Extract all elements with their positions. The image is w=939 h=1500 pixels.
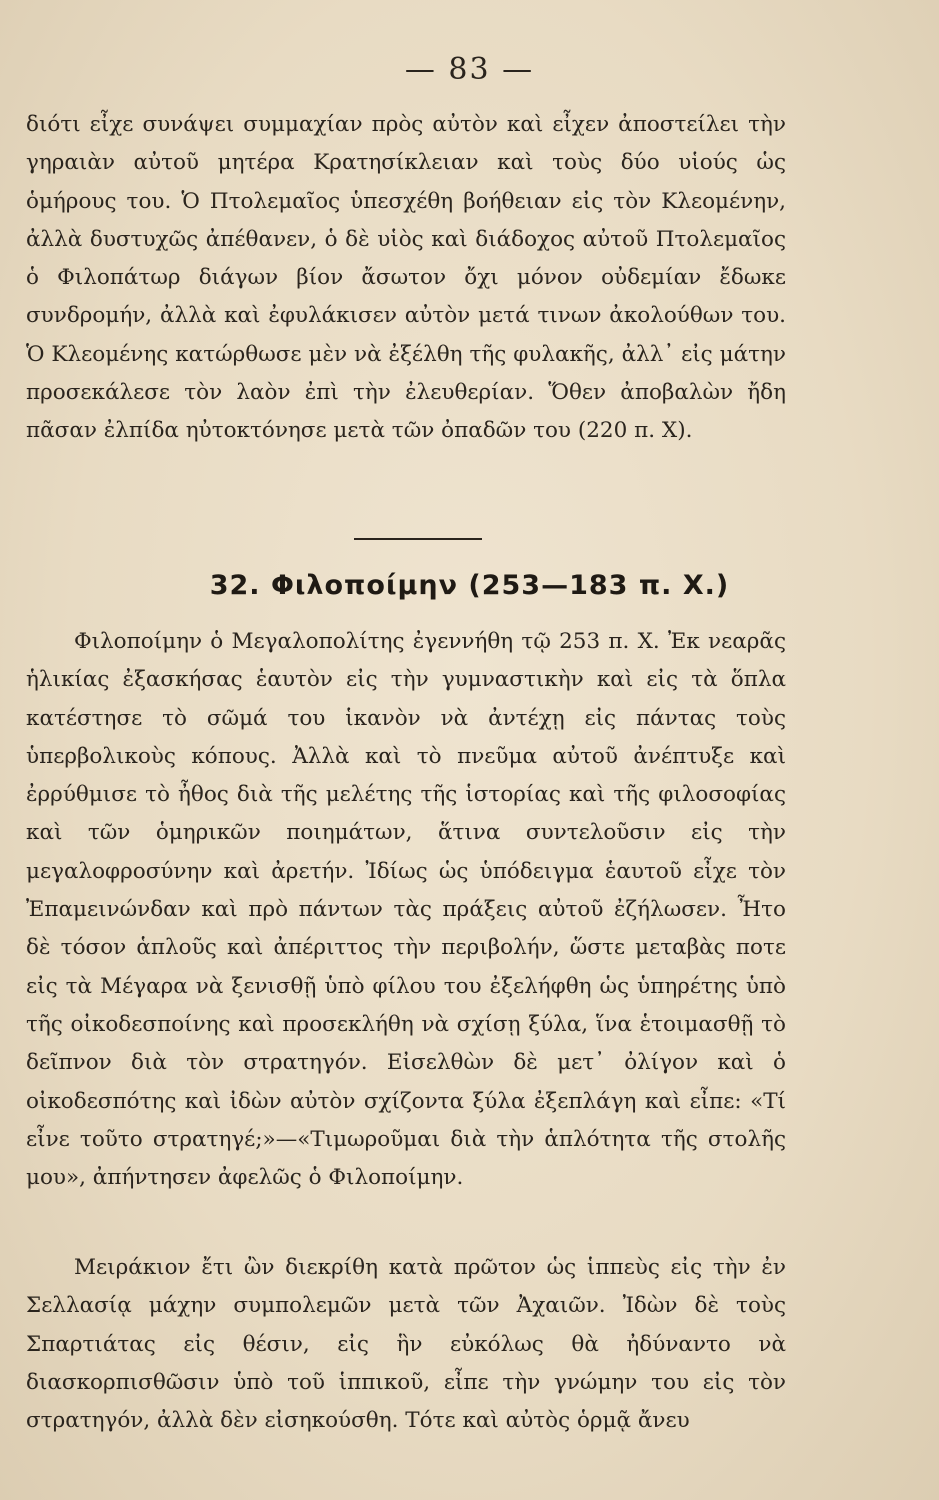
page-number: — 83 — <box>404 52 535 87</box>
section-heading: 32. Φιλοποίμην (253—183 π. Χ.) <box>209 570 730 601</box>
section-divider <box>354 538 482 540</box>
paragraph-philopoimen-youth: Φιλοποίμην ὁ Μεγαλοπολίτης ἐγεννήθη τῷ 253 π. Χ. Ἐκ νεαρᾶς ἡλικίας ἐξασκήσας ἑαυτὸν εἰς τὴν γυμναστικὴν καὶ εἰς τὰ ὅπλα κατέστησε τὸ σῶμά του ἱκανὸν νὰ ἀντέχῃ εἰς πάντας τοὺς ὑπερβολικοὺς κόπους. Ἀλλὰ καὶ τὸ πνεῦμα αὐτοῦ ἀνέπτυξε καὶ ἐρρύθμισε τὸ ἦθος διὰ τῆς μελέτης τῆς ἱστορίας καὶ τῆς φιλοσοφίας καὶ τῶν ὁμηρικῶν ποιημάτων, ἅτινα συντελοῦσιν εἰς τὴν μεγαλοφροσύνην καὶ ἀρετήν. Ἰδίως ὡς ὑπόδειγμα ἑαυτοῦ εἶχε τὸν Ἐπαμεινώνδαν καὶ πρὸ πάντων τὰς πράξεις αὐτοῦ ἐζήλωσεν. Ἦτο δὲ τόσον ἁπλοῦς καὶ ἀπέριττος τὴν περιβολήν, ὥστε μεταβὰς ποτε εἰς τὰ Μέγαρα νὰ ξενισθῇ ὑπὸ φίλου του ἐξελήφθη ὡς ὑπηρέτης ὑπὸ τῆς οἰκοδεσποίνης καὶ προσεκλήθη νὰ σχίσῃ ξύλα, ἵνα ἑτοιμασθῇ τὸ δεῖπνον διὰ τὸν στρατηγόν. Εἰσελθὼν δὲ μετ᾽ ὀλίγον καὶ ὁ οἰκοδεσπότης καὶ ἰδὼν αὐτὸν σχίζοντα ξύλα ἐξεπλάγη καὶ εἶπε: «Τί εἶνε τοῦτο στρατηγέ;»—«Τιμωροῦμαι διὰ τὴν ἁπλότητα τῆς στολῆς μου», ἀπήντησεν ἀφελῶς ὁ Φιλοποίμην. <box>26 629 786 1191</box>
paragraph-sellasia: Μειράκιον ἔτι ὢν διεκρίθη κατὰ πρῶτον ὡς ἱππεὺς εἰς τὴν ἐν Σελλασίᾳ μάχην συμπολεμῶν μετὰ τῶν Ἀχαιῶν. Ἰδὼν δὲ τοὺς Σπαρτιάτας εἰς θέσιν, εἰς ἣν εὐκόλως θὰ ἠδύναντο νὰ διασκορπισθῶσιν ὑπὸ τοῦ ἱππικοῦ, εἶπε τὴν γνώμην του εἰς τὸν στρατηγόν, ἀλλὰ δὲν εἰσηκούσθη. Τότε καὶ αὐτὸς ὁρμᾷ ἄνευ <box>26 1255 786 1434</box>
paragraph-kleomenes-end: διότι εἶχε συνάψει συμμαχίαν πρὸς αὐτὸν καὶ εἶχεν ἀποστείλει τὴν γηραιὰν αὐτοῦ μητέρα Κρατησίκλειαν καὶ τοὺς δύο υἱούς ὡς ὁμήρους του. Ὁ Πτολεμαῖος ὑπεσχέθη βοήθειαν εἰς τὸν Κλεομένην, ἀλλὰ δυστυχῶς ἀπέθανεν, ὁ δὲ υἱὸς καὶ διάδοχος αὐτοῦ Πτολεμαῖος ὁ Φιλοπάτωρ διάγων βίον ἄσωτον ὄχι μόνον οὐδεμίαν ἔδωκε συνδρομήν, ἀλλὰ καὶ ἐφυλάκισεν αὐτὸν μετά τινων ἀκολούθων του. Ὁ Κλεομένης κατώρθωσε μὲν νὰ ἐξέλθη τῆς φυλακῆς, ἀλλ᾽ εἰς μάτην προσεκάλεσε τὸν λαὸν ἐπὶ τὴν ἐλευθερίαν. Ὅθεν ἀποβαλὼν ἤδη πᾶσαν ἐλπίδα ηὐτοκτόνησε μετὰ τῶν ὀπαδῶν του (220 π. Χ). <box>26 112 786 444</box>
